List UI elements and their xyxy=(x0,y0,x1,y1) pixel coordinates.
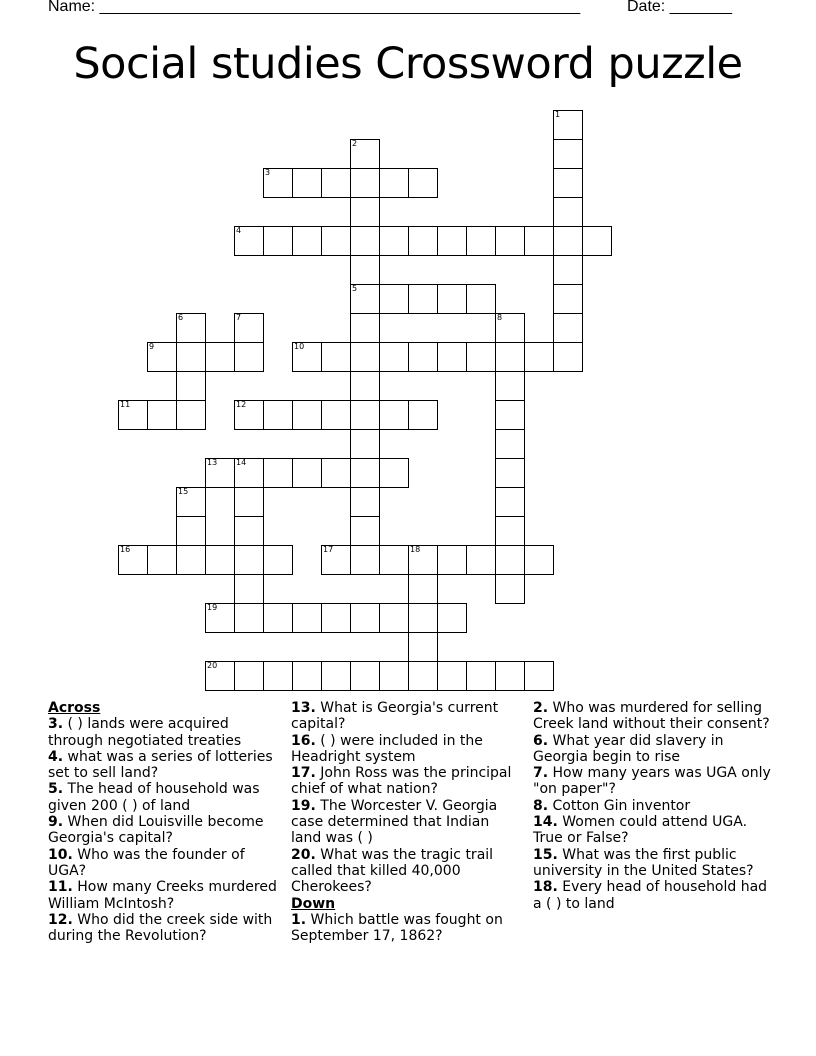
clue-down-18: 18. Every head of household had a ( ) to land xyxy=(533,879,768,912)
crossword-cell[interactable] xyxy=(495,342,525,372)
crossword-cell[interactable] xyxy=(292,661,322,691)
crossword-cell[interactable] xyxy=(437,342,467,372)
crossword-cell[interactable] xyxy=(350,429,380,459)
across-heading: Across xyxy=(48,700,101,716)
clue-number: 11 xyxy=(120,400,131,409)
clue-across-16: 16. ( ) were included in the Headright system xyxy=(291,732,483,765)
crossword-cell[interactable] xyxy=(147,342,177,372)
crossword-cell[interactable] xyxy=(379,603,409,633)
crossword-cell[interactable] xyxy=(350,342,380,372)
crossword-cell[interactable] xyxy=(495,429,525,459)
crossword-cell[interactable] xyxy=(321,168,351,198)
clue-down-7: 7. How many years was UGA only "on paper"? xyxy=(533,765,771,798)
clue-number: 14 xyxy=(236,458,247,467)
clue-number: 8 xyxy=(497,313,503,322)
clue-number: 16 xyxy=(120,545,131,554)
crossword-cell[interactable] xyxy=(495,226,525,256)
crossword-cell[interactable] xyxy=(379,400,409,430)
crossword-cell[interactable] xyxy=(495,545,525,575)
crossword-cell[interactable] xyxy=(321,545,351,575)
crossword-cell[interactable] xyxy=(437,545,467,575)
crossword-cell[interactable] xyxy=(408,400,438,430)
crossword-cell[interactable] xyxy=(437,226,467,256)
crossword-cell[interactable] xyxy=(263,603,293,633)
crossword-cell[interactable] xyxy=(466,661,496,691)
clue-across-9: 9. When did Louisville become Georgia's capital? xyxy=(48,814,264,847)
clue-across-12: 12. Who did the creek side with during the Revolution? xyxy=(48,911,273,945)
clue-down-1: 1. Which battle was fought on September 17, 1862? xyxy=(291,911,503,945)
crossword-cell[interactable] xyxy=(350,661,380,691)
crossword-cell[interactable] xyxy=(176,545,206,575)
clue-number: 3 xyxy=(265,168,271,177)
date-field[interactable]: Date: _______ xyxy=(627,0,732,15)
crossword-cell[interactable] xyxy=(379,458,409,488)
clue-down-6: 6. What year did slavery in Georgia begin to rise xyxy=(533,732,724,765)
clue-number: 13 xyxy=(207,458,218,467)
clue-number: 18 xyxy=(410,545,421,554)
crossword-cell[interactable] xyxy=(292,400,322,430)
clue-number: 15 xyxy=(178,487,189,496)
clue-across-10: 10. Who was the founder of UGA? xyxy=(48,846,245,879)
clue-number: 17 xyxy=(323,545,334,554)
crossword-cell[interactable] xyxy=(234,313,264,343)
crossword-cell[interactable] xyxy=(495,661,525,691)
crossword-cell[interactable] xyxy=(379,545,409,575)
crossword-cell[interactable] xyxy=(321,342,351,372)
crossword-cell[interactable] xyxy=(524,661,554,691)
clue-across-19: 19. The Worcester V. Georgia case determined that Indian land was ( ) xyxy=(291,797,498,847)
crossword-cell[interactable] xyxy=(292,226,322,256)
clue-across-17: 17. John Ross was the principal chief of what nation? xyxy=(291,765,512,798)
crossword-cell[interactable] xyxy=(263,168,293,198)
clue-number: 9 xyxy=(149,342,155,351)
crossword-cell[interactable] xyxy=(495,400,525,430)
crossword-cell[interactable] xyxy=(292,168,322,198)
crossword-cell[interactable] xyxy=(321,603,351,633)
crossword-cell[interactable] xyxy=(350,400,380,430)
crossword-cell[interactable] xyxy=(205,458,235,488)
crossword-cell[interactable] xyxy=(437,603,467,633)
crossword-cell[interactable] xyxy=(466,284,496,314)
crossword-cell[interactable] xyxy=(553,197,583,227)
crossword-cell[interactable] xyxy=(553,139,583,169)
crossword-cell[interactable] xyxy=(350,255,380,285)
crossword-cell[interactable] xyxy=(176,371,206,401)
crossword-cell[interactable] xyxy=(350,487,380,517)
crossword-cell[interactable] xyxy=(350,458,380,488)
crossword-cell[interactable] xyxy=(582,226,612,256)
down-heading: Down xyxy=(291,895,336,912)
crossword-cell[interactable] xyxy=(321,226,351,256)
clue-across-20: 20. What was the tragic trail called that killed 40,000 Cherokees? xyxy=(291,846,494,896)
clue-number: 6 xyxy=(178,313,184,322)
crossword-cell[interactable] xyxy=(524,342,554,372)
clue-column-1 xyxy=(48,700,280,944)
crossword-cell[interactable] xyxy=(350,226,380,256)
crossword-cell[interactable] xyxy=(437,661,467,691)
crossword-cell[interactable] xyxy=(553,284,583,314)
crossword-cell[interactable] xyxy=(495,574,525,604)
crossword-cell[interactable] xyxy=(553,313,583,343)
crossword-cell[interactable] xyxy=(350,371,380,401)
crossword-cell[interactable] xyxy=(495,371,525,401)
crossword-cell[interactable] xyxy=(292,342,322,372)
crossword-cell[interactable] xyxy=(176,342,206,372)
clue-down-8: 8. Cotton Gin inventor xyxy=(533,797,691,814)
crossword-cell[interactable] xyxy=(350,516,380,546)
clue-across-13: 13. What is Georgia's current capital? xyxy=(291,700,499,733)
crossword-cell[interactable] xyxy=(234,545,264,575)
crossword-cell[interactable] xyxy=(408,603,438,633)
clue-down-15: 15. What was the first public university in the United States? xyxy=(533,846,754,879)
crossword-cell[interactable] xyxy=(263,458,293,488)
crossword-cell[interactable] xyxy=(553,226,583,256)
crossword-cell[interactable] xyxy=(408,661,438,691)
crossword-cell[interactable] xyxy=(350,545,380,575)
crossword-cell[interactable] xyxy=(379,661,409,691)
crossword-cell[interactable] xyxy=(234,661,264,691)
crossword-cell[interactable] xyxy=(321,400,351,430)
crossword-cell[interactable] xyxy=(437,284,467,314)
clue-down-14: 14. Women could attend UGA. True or False? xyxy=(533,814,748,847)
crossword-cell[interactable] xyxy=(350,284,380,314)
crossword-cell[interactable] xyxy=(466,545,496,575)
crossword-cell[interactable] xyxy=(350,197,380,227)
clue-down-2: 2. Who was murdered for selling Creek land without their consent? xyxy=(533,700,770,733)
crossword-cell[interactable] xyxy=(234,226,264,256)
clue-column-2 xyxy=(291,700,523,944)
crossword-cell[interactable] xyxy=(553,342,583,372)
crossword-cell[interactable] xyxy=(495,458,525,488)
crossword-cell[interactable] xyxy=(292,458,322,488)
crossword-cell[interactable] xyxy=(466,342,496,372)
crossword-cell[interactable] xyxy=(379,284,409,314)
crossword-cell[interactable] xyxy=(350,603,380,633)
clue-number: 10 xyxy=(294,342,305,351)
crossword-cell[interactable] xyxy=(408,168,438,198)
crossword-cell[interactable] xyxy=(176,400,206,430)
crossword-cell[interactable] xyxy=(176,487,206,517)
crossword-cell[interactable] xyxy=(263,545,293,575)
crossword-cell[interactable] xyxy=(524,545,554,575)
crossword-cell[interactable] xyxy=(176,516,206,546)
crossword-cell[interactable] xyxy=(118,545,148,575)
clue-number: 2 xyxy=(352,139,358,148)
crossword-cell[interactable] xyxy=(524,226,554,256)
crossword-cell[interactable] xyxy=(553,168,583,198)
crossword-cell[interactable] xyxy=(379,342,409,372)
crossword-cell[interactable] xyxy=(321,661,351,691)
crossword-cell[interactable] xyxy=(234,574,264,604)
name-field[interactable]: Name: ______________________________________________________ xyxy=(48,0,581,15)
clue-across-5: 5. The head of household was given 200 ( ) of land xyxy=(48,781,260,814)
crossword-cell[interactable] xyxy=(350,139,380,169)
crossword-cell[interactable] xyxy=(553,255,583,285)
clue-number: 12 xyxy=(236,400,247,409)
crossword-cell[interactable] xyxy=(205,603,235,633)
crossword-cell[interactable] xyxy=(408,545,438,575)
crossword-cell[interactable] xyxy=(379,226,409,256)
crossword-cell[interactable] xyxy=(234,603,264,633)
crossword-cell[interactable] xyxy=(408,574,438,604)
crossword-cell[interactable] xyxy=(321,458,351,488)
crossword-cell[interactable] xyxy=(234,342,264,372)
clue-number: 19 xyxy=(207,603,218,612)
crossword-cell[interactable] xyxy=(553,110,583,140)
crossword-cell[interactable] xyxy=(263,400,293,430)
crossword-cell[interactable] xyxy=(234,487,264,517)
crossword-cell[interactable] xyxy=(205,342,235,372)
crossword-cell[interactable] xyxy=(263,661,293,691)
crossword-cell[interactable] xyxy=(350,313,380,343)
crossword-cell[interactable] xyxy=(495,516,525,546)
crossword-cell[interactable] xyxy=(147,545,177,575)
crossword-cell[interactable] xyxy=(147,400,177,430)
clue-number: 4 xyxy=(236,226,242,235)
crossword-cell[interactable] xyxy=(495,487,525,517)
crossword-cell[interactable] xyxy=(495,313,525,343)
crossword-cell[interactable] xyxy=(408,226,438,256)
crossword-cell[interactable] xyxy=(118,400,148,430)
crossword-cell[interactable] xyxy=(205,545,235,575)
crossword-cell[interactable] xyxy=(176,313,206,343)
clue-number: 5 xyxy=(352,284,358,293)
crossword-cell[interactable] xyxy=(408,342,438,372)
crossword-cell[interactable] xyxy=(234,516,264,546)
clue-column-3 xyxy=(533,700,773,912)
clue-number: 7 xyxy=(236,313,242,322)
crossword-cell[interactable] xyxy=(408,632,438,662)
crossword-cell[interactable] xyxy=(350,168,380,198)
page-title: Social studies Crossword puzzle xyxy=(73,39,743,89)
crossword-cell[interactable] xyxy=(292,603,322,633)
crossword-cell[interactable] xyxy=(234,458,264,488)
crossword-cell[interactable] xyxy=(205,661,235,691)
crossword-cell[interactable] xyxy=(379,168,409,198)
crossword-cell[interactable] xyxy=(234,400,264,430)
crossword-cell[interactable] xyxy=(466,226,496,256)
crossword-cell[interactable] xyxy=(263,226,293,256)
clue-across-4: 4. what was a series of lotteries set to sell land? xyxy=(48,748,273,782)
clue-across-11: 11. How many Creeks murdered William McIntosh? xyxy=(48,879,277,912)
clue-number: 20 xyxy=(207,661,218,670)
clue-number: 1 xyxy=(555,110,561,119)
crossword-cell[interactable] xyxy=(408,284,438,314)
clue-across-3: 3. ( ) lands were acquired through negotiated treaties xyxy=(48,716,242,749)
